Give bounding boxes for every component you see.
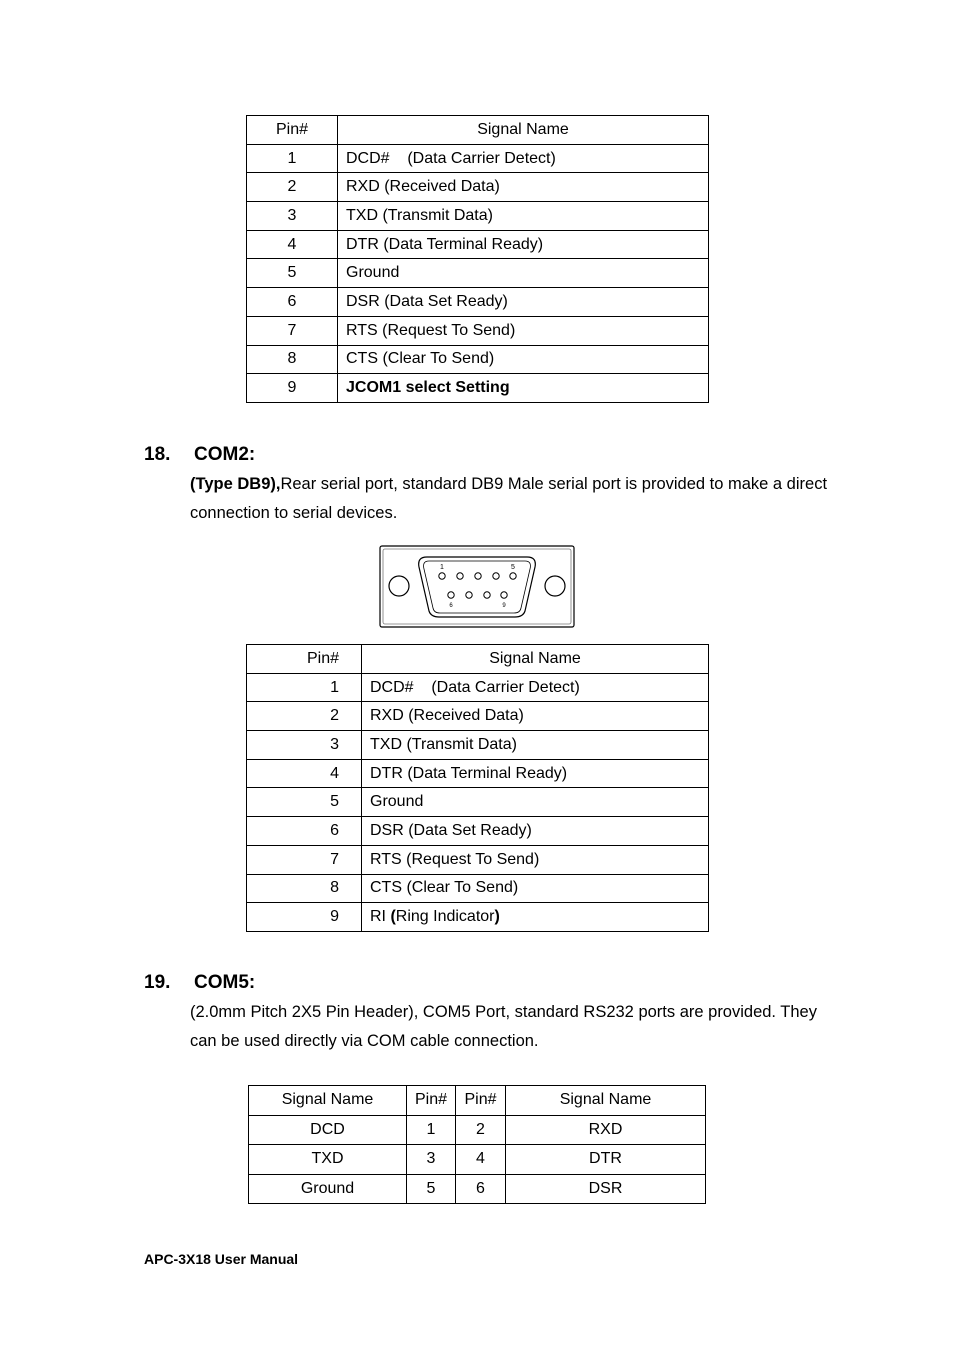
pin-cell: 1 <box>247 144 338 173</box>
pin-label-9: 9 <box>502 603 506 609</box>
signal-cell: CTS (Clear To Send) <box>338 345 709 374</box>
pin-cell: 5 <box>247 788 362 817</box>
table-row <box>247 788 709 817</box>
pin-cell: 7 <box>247 845 362 874</box>
com5-pin-table <box>248 1085 706 1204</box>
jcom1-pin-table <box>246 115 709 403</box>
signal-cell: DTR (Data Terminal Ready) <box>362 759 709 788</box>
pin-cell: 2 <box>247 173 338 202</box>
table-row <box>247 288 709 317</box>
signal-cell: RXD (Received Data) <box>338 173 709 202</box>
table-row <box>247 874 709 903</box>
signal-header: Signal Name <box>338 116 709 145</box>
table-row <box>247 202 709 231</box>
table-row <box>249 1145 706 1175</box>
pin-1 <box>439 573 445 579</box>
pin-header: Pin# <box>247 116 338 145</box>
pin-2 <box>457 573 463 579</box>
com2-desc-text: Rear serial port, standard DB9 Male serial port is provided to make a direct connection to serial devices. <box>190 475 828 522</box>
section-heading-com2 <box>144 444 255 466</box>
pin-label-1: 1 <box>440 564 444 571</box>
pin-7 <box>466 592 472 598</box>
signal-cell: DCD# (Data Carrier Detect) <box>338 144 709 173</box>
signal-cell: RTS (Request To Send) <box>338 316 709 345</box>
table-row <box>247 230 709 259</box>
signal-left: Ground <box>249 1174 407 1204</box>
pin-label-5: 5 <box>511 564 515 571</box>
table-row <box>249 1115 706 1145</box>
ri-close-paren: ) <box>494 908 500 926</box>
pin-cell: 8 <box>247 345 338 374</box>
signal-cell: DTR (Data Terminal Ready) <box>338 230 709 259</box>
pin-a: 5 <box>407 1174 456 1204</box>
pin-cell: 6 <box>247 288 338 317</box>
pin-3 <box>475 573 481 579</box>
table-row <box>249 1174 706 1204</box>
com2-type: (Type DB9), <box>190 475 281 493</box>
signal-cell: RTS (Request To Send) <box>362 845 709 874</box>
table-row <box>247 845 709 874</box>
pin-b: 4 <box>456 1145 506 1175</box>
section-title: COM5: <box>194 972 256 993</box>
pin-cell: 9 <box>247 903 362 932</box>
table-row <box>247 673 709 702</box>
table-row <box>247 173 709 202</box>
d-sub-shield <box>419 557 536 617</box>
signal-cell <box>362 903 709 932</box>
pin-b: 6 <box>456 1174 506 1204</box>
com2-description <box>190 470 830 528</box>
section-heading-com5 <box>144 972 255 994</box>
table-header-row <box>247 645 709 674</box>
signal-cell: RXD (Received Data) <box>362 702 709 731</box>
pin-b: 2 <box>456 1115 506 1145</box>
table-row <box>247 731 709 760</box>
section-number: 18. <box>144 444 171 465</box>
ri-open-paren: ( <box>390 908 396 926</box>
com2-pin-table <box>246 644 709 932</box>
pin-cell: 7 <box>247 316 338 345</box>
signal-cell: TXD (Transmit Data) <box>362 731 709 760</box>
pin-cell: 5 <box>247 259 338 288</box>
ri-text: Ring Indicator <box>395 908 495 926</box>
pin-cell: 1 <box>247 673 362 702</box>
signal-cell: DCD# (Data Carrier Detect) <box>362 673 709 702</box>
screw-hole-right <box>545 576 565 596</box>
signal-left: DCD <box>249 1115 407 1145</box>
page-footer: APC-3X18 User Manual <box>144 1251 299 1267</box>
pin-cell: 3 <box>247 731 362 760</box>
pin-4 <box>493 573 499 579</box>
signal-cell: DSR (Data Set Ready) <box>338 288 709 317</box>
db9-connector-diagram <box>379 545 575 628</box>
pin-cell: 4 <box>247 759 362 788</box>
table-row <box>247 817 709 846</box>
table-row <box>247 702 709 731</box>
signal-cell: DSR (Data Set Ready) <box>362 817 709 846</box>
table-row <box>247 903 709 932</box>
pin-cell: 4 <box>247 230 338 259</box>
signal-cell: CTS (Clear To Send) <box>362 874 709 903</box>
signal-header-left: Signal Name <box>249 1086 407 1116</box>
pin-8 <box>484 592 490 598</box>
table-header-row <box>247 116 709 145</box>
pin-header: Pin# <box>247 645 362 674</box>
pin-cell: 3 <box>247 202 338 231</box>
pin-cell: 9 <box>247 374 338 403</box>
screw-hole-left <box>389 576 409 596</box>
section-number: 19. <box>144 972 171 993</box>
signal-cell: Ground <box>362 788 709 817</box>
signal-header-right: Signal Name <box>506 1086 706 1116</box>
signal-right: RXD <box>506 1115 706 1145</box>
pin-a: 1 <box>407 1115 456 1145</box>
pin-header-a: Pin# <box>407 1086 456 1116</box>
signal-left: TXD <box>249 1145 407 1175</box>
signal-header: Signal Name <box>362 645 709 674</box>
pin-header-b: Pin# <box>456 1086 506 1116</box>
table-header-row <box>249 1086 706 1116</box>
pin-6 <box>448 592 454 598</box>
signal-right: DTR <box>506 1145 706 1175</box>
section-title: COM2: <box>194 444 256 465</box>
pin-9 <box>501 592 507 598</box>
ri-prefix: RI <box>370 908 391 926</box>
signal-cell: Ground <box>338 259 709 288</box>
pin-a: 3 <box>407 1145 456 1175</box>
table-row <box>247 316 709 345</box>
pin-cell: 6 <box>247 817 362 846</box>
signal-right: DSR <box>506 1174 706 1204</box>
pin-cell: 8 <box>247 874 362 903</box>
table-row <box>247 144 709 173</box>
table-row <box>247 759 709 788</box>
table-row <box>247 345 709 374</box>
table-row <box>247 259 709 288</box>
com5-description: (2.0mm Pitch 2X5 Pin Header), COM5 Port, standard RS232 ports are provided. They can be used directly via COM cable connection. <box>190 1003 817 1050</box>
table-row <box>247 374 709 403</box>
pin-cell: 2 <box>247 702 362 731</box>
pin-label-6: 6 <box>449 603 453 609</box>
pin-5 <box>510 573 516 579</box>
signal-cell: JCOM1 select Setting <box>338 374 709 403</box>
signal-cell: TXD (Transmit Data) <box>338 202 709 231</box>
